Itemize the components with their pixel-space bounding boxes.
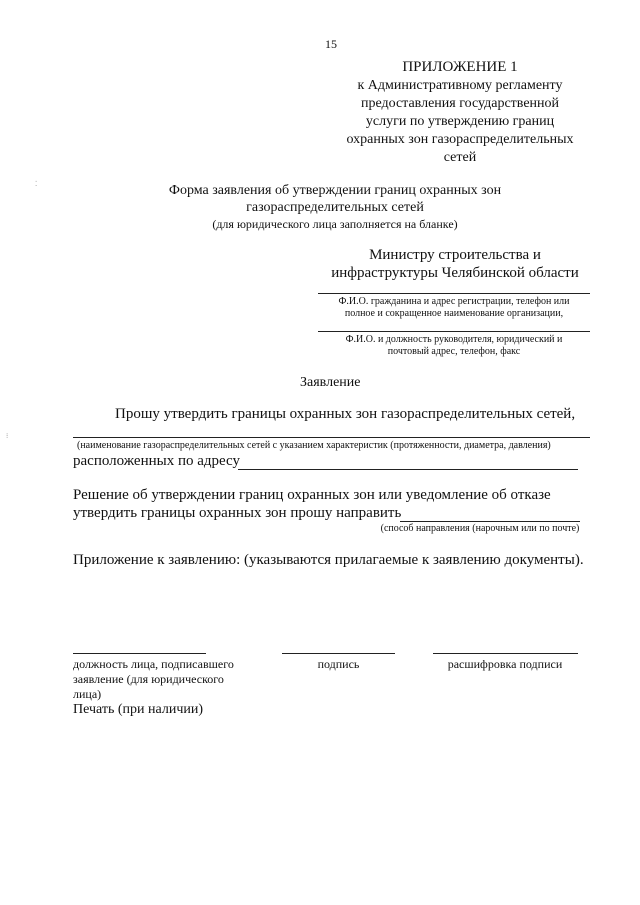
method-blank-line[interactable] bbox=[400, 521, 580, 522]
signature-blank-line[interactable] bbox=[282, 653, 395, 654]
address-blank-line[interactable] bbox=[238, 469, 578, 470]
annex-line: к Административному регламенту bbox=[357, 78, 563, 93]
annex-line: предоставления государственной bbox=[360, 96, 560, 111]
statement-heading: Заявление bbox=[300, 375, 361, 390]
position-blank-line[interactable] bbox=[73, 653, 206, 654]
stamp-label: Печать (при наличии) bbox=[73, 702, 204, 717]
address-label: расположенных по адресу bbox=[73, 453, 241, 469]
annex-line: сетей bbox=[443, 150, 477, 165]
scan-speck: ⁚ bbox=[35, 180, 38, 188]
addressee-line1: Министру строительства и bbox=[369, 247, 541, 263]
position-label-line1: должность лица, подписавшего bbox=[73, 657, 234, 671]
decoding-blank-line[interactable] bbox=[433, 653, 578, 654]
statement-request: Прошу утвердить границы охранных зон газораспределительных сетей, bbox=[115, 406, 576, 422]
applicant-hint-line2: полное и сокращенное наименование организации, bbox=[344, 308, 564, 319]
annex-line: услуги по утверждению границ bbox=[365, 114, 555, 129]
manager-hint-line1: Ф.И.О. и должность руководителя, юридический и bbox=[345, 334, 563, 345]
manager-blank-line[interactable] bbox=[318, 331, 590, 332]
network-hint: (наименование газораспределительных сетей с указанием характеристик (протяженности, диаметра, давления) bbox=[77, 440, 551, 451]
page-number: 15 bbox=[325, 37, 337, 51]
position-label-line3: лица) bbox=[73, 687, 102, 701]
scan-speck: ⁝ bbox=[6, 432, 9, 440]
annex-line: охранных зон газораспределительных bbox=[346, 132, 574, 147]
form-title-note: (для юридического лица заполняется на бланке) bbox=[212, 217, 458, 231]
applicant-blank-line[interactable] bbox=[318, 293, 590, 294]
manager-hint-line2: почтовый адрес, телефон, факс bbox=[387, 346, 521, 357]
network-blank-line[interactable] bbox=[73, 437, 590, 438]
applicant-hint-line1: Ф.И.О. гражданина и адрес регистрации, телефон или bbox=[338, 296, 570, 307]
decision-line2: утвердить границы охранных зон прошу направить bbox=[73, 505, 402, 521]
position-label-line2: заявление (для юридического bbox=[73, 672, 224, 686]
method-hint: (способ направления (нарочным или по почте) bbox=[380, 523, 580, 534]
form-title-line1: Форма заявления об утверждении границ охранных зон bbox=[168, 183, 502, 198]
annex-title: ПРИЛОЖЕНИЕ 1 bbox=[402, 59, 518, 75]
form-title-line2: газораспределительных сетей bbox=[246, 200, 424, 215]
decision-line1: Решение об утверждении границ охранных зон или уведомление об отказе bbox=[73, 487, 551, 503]
signature-label: подпись bbox=[317, 657, 360, 671]
decoding-label: расшифровка подписи bbox=[447, 657, 563, 671]
attachment-line: Приложение к заявлению: (указываются прилагаемые к заявлению документы). bbox=[73, 552, 584, 568]
addressee-line2: инфраструктуры Челябинской области bbox=[331, 265, 579, 281]
